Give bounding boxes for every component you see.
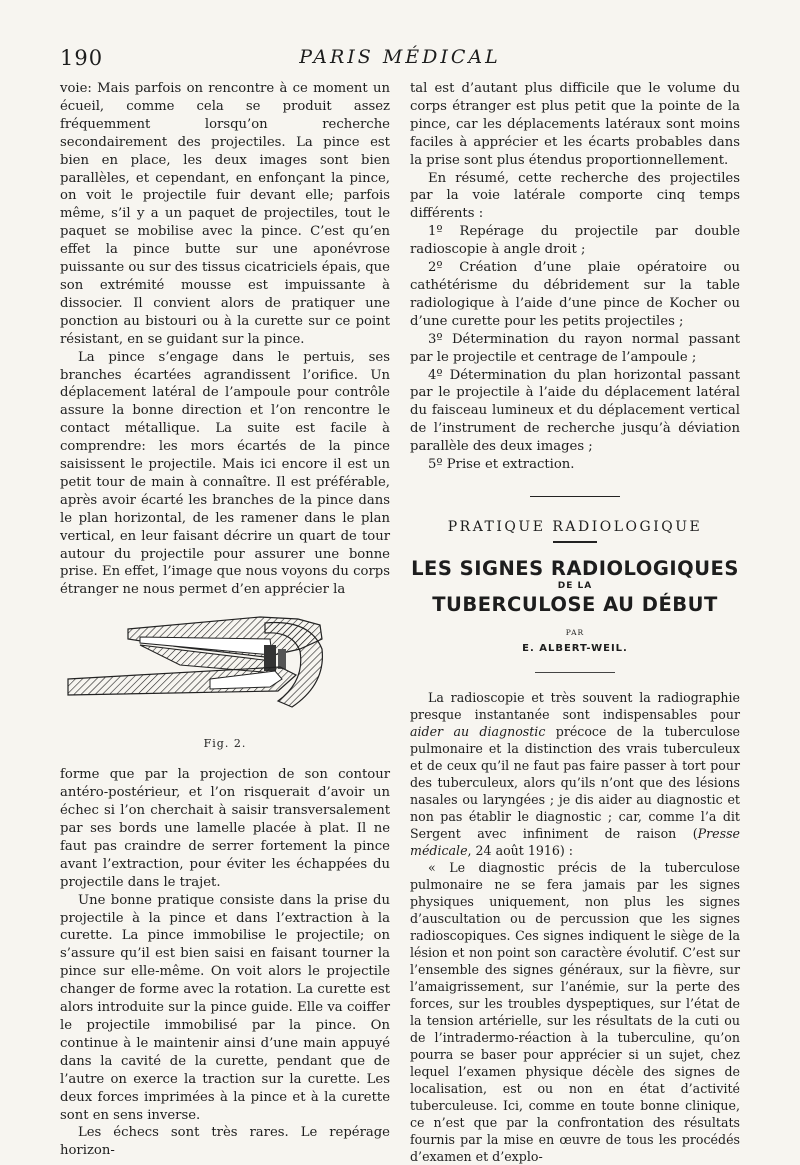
- list-item: 5º Prise et extraction.: [428, 457, 575, 473]
- paragraph: Les échecs sont très rares. Le repérage horizon-: [60, 1125, 390, 1159]
- article-title-line-1: LES SIGNES RADIOLOGIQUES: [411, 556, 739, 580]
- forceps-drawing: [60, 609, 390, 729]
- list-item: 1º Repérage du projectile par double radioscopie à angle droit ;: [410, 224, 740, 258]
- author-divider: [535, 672, 615, 673]
- left-column: [60, 80, 390, 1160]
- paragraph: tal est d’autant plus difficile que le volume du corps étranger est plus petit que la pointe de la pince, car les déplacements latéraux sont moins faciles à apprécier et les écarts probables dans la prise sont plus étendus proportionnellement.: [410, 81, 740, 168]
- right-column: [410, 80, 740, 1165]
- article-author: E. ALBERT-WEIL.: [522, 642, 628, 654]
- list-item: 4º Détermination du plan horizontal passant par le projectile à l’aide du déplacement latéral du faisceau lumineux et du déplacement vertical de l’instrument de recherche jusqu’à déviation parallèle des deux images ;: [410, 367, 740, 455]
- page-number: 190: [60, 46, 104, 70]
- figure-caption: Fig. 2.: [203, 737, 247, 751]
- paragraph: Une bonne pratique consiste dans la prise du projectile à la pince et dans l’extraction à la curette. La pince immobilise le projectile; on s’assure qu’il est bien saisi en faisant tourner la pince sur elle-même. On voit alors le projectile changer de forme avec la rotation. La curette est alors introduite sur la pince guide. Elle va coiffer le projectile immobilisé par la pince. On continue à le maintenir ainsi d’une main appuyé dans la cavité de la curette, pendant que de l’autre on exerce la traction sur la curette. Les deux forces imprimées à la pince et à la curette sont en sens inverse.: [60, 892, 390, 1123]
- paragraph: La pince s’engage dans le pertuis, ses branches écartées agrandissent l’orifice. Un déplacement latéral de l’ampoule pour contrôle assure la bonne direction et l’on rencontre le contact métallique. La suite est facile à comprendre: les mors écartés de la pince saisissent le projectile. Mais ici encore il est un petit tour de main à connaître. Il est préférable, après avoir écarté les branches de la pince dans le plan horizontal, de les ramener dans le plan vertical, en leur faisant décrire un quart de tour autour du projectile pour assurer une bonne prise. En effet, l’image que nous voyons du corps étranger ne nous permet d’en apprécier la: [60, 349, 390, 598]
- section-divider: [530, 496, 620, 497]
- paragraph: forme que par la projection de son contour antéro-postérieur, et l’on risquerait d’avoir un échec si l’on cherchait à saisir transversalement par ses bords une lamelle placée à plat. Il ne faut pas craindre de serrer fortement la pince avant l’extraction, pour éviter les échappées du projectile dans le trajet.: [60, 767, 390, 890]
- title-divider: [553, 541, 597, 543]
- paragraph: « Le diagnostic précis de la tuberculose pulmonaire ne se fera jamais par les signes physiques uniquement, non plus les signes d’auscultation ou de percussion que les signes radioscopiques. Ces signes indiquent le siège de la lésion et non point son caractère évolutif. C’est sur l’ensemble des signes généraux, sur la fièvre, sur l’amaigrissement, sur l’anémie, sur la perte des forces, sur les troubles dyspeptiques, sur l’état de la tension artérielle, sur les résultats de la cuti ou de l’intradermo-réaction à la tuberculine, qu’on pourra se baser pour apprécier si un sujet, chez lequel l’examen physique décèle des signes de localisation, est ou non en état d’activité tuberculeuse. Ici, comme en toute bonne clinique, ce n’est que par la confrontation des résultats fournis par la mise en œuvre de tous les procédés d’examen et d’explo-: [410, 859, 740, 1164]
- list-item: 2º Création d’une plaie opératoire ou cathétérisme du débridement sur la table radiologique à l’aide d’une pince de Kocher ou d’une curette pour les petits projectiles ;: [410, 260, 740, 329]
- journal-title: PARIS MÉDICAL: [299, 46, 501, 68]
- section-title: PRATIQUE RADIOLOGIQUE: [447, 518, 703, 535]
- article-title-connector: DE LA: [557, 580, 593, 591]
- article-title-line-2: TUBERCULOSE AU DÉBUT: [432, 592, 718, 616]
- paragraph: La radioscopie et très souvent la radiographie presque instantanée sont indispensables pour aider au diagnostic précoce de la tuberculose pulmonaire et la distinction des vrais tuberculeux et de ceux qu’il ne faut pas faire passer à tort pour des tuberculeux, alors qu’ils n’ont que des lésions nasales ou laryngées ; je dis aider au diagnostic et non pas établir le diagnostic ; car, comme l’a dit Sergent avec infiniment de raison (Presse médicale, 24 août 1916) :: [410, 689, 740, 858]
- paragraph: voie: Mais parfois on rencontre à ce moment un écueil, comme cela se produit assez fréquemment lorsqu’on recherche secondairement des projectiles. La pince est bien en place, les deux images sont bien parallèles, et cependant, en enfonçant la pince, on voit le projectile fuir devant elle; parfois même, s’il y a un paquet de projectiles, tout le paquet se mobilise avec la pince. C’est qu’en effet la pince butte sur une aponévrose puissante ou sur des tissus cicatriciels épais, que son extrémité mousse est impuissante à dissocier. Il convient alors de pratiquer une ponction au bistouri ou à la curette sur ce point résistant, en se guidant sur la pince.: [60, 81, 390, 347]
- byline-par: PAR: [565, 627, 585, 637]
- page-header: [60, 46, 740, 76]
- figure-forceps-illustration: [60, 609, 390, 729]
- paragraph: En résumé, cette recherche des projectiles par la voie latérale comporte cinq temps différents :: [410, 170, 740, 222]
- list-item: 3º Détermination du rayon normal passant par le projectile et centrage de l’ampoule ;: [410, 331, 740, 365]
